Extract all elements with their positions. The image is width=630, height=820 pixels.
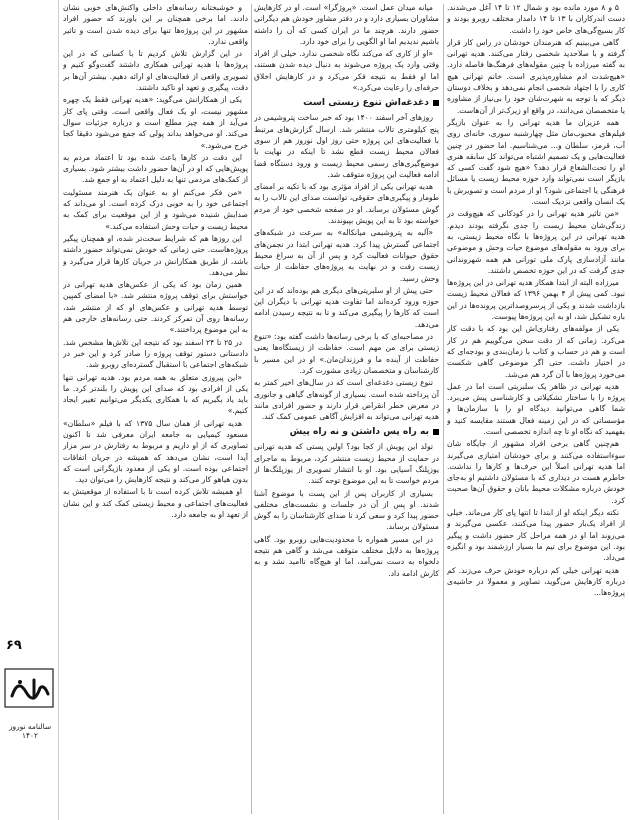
article-column-right	[447, 2, 625, 816]
article-column-middle	[254, 2, 439, 816]
page-margin-bar	[0, 0, 59, 820]
paragraph: نکته دیگر اینکه او از ابتدا تا انتها پای کار می‌ماند. خیلی از افراد یک‌بار حضور پیدا می‌کنند، عکسی می‌گیرند و می‌روند اما او در همه مراحل کار حضور داشت و پیگیر بود. این موضوع برای تیم ما بسیار ارزشمند بود و انگیزه می‌داد.	[447, 508, 625, 563]
paragraph: هدیه تهرانی خیلی کم درباره خودش حرف می‌زند. کم درباره کارهایش می‌گوید، تصاویر و معمولا در حاشیه‌ی پروژه‌ها...	[447, 565, 625, 598]
paragraph: یکی از مولفه‌های رفتاری‌اش این بود که با دقت کار می‌کرد. زمانی که از دقت سخن می‌گوییم هم در کار است و هم در حساب و کتاب با زمان‌بندی و بودجه‌ای که در اختیار داشت. حتی اگر موضوعی گاهی شکست می‌خورد پروژه‌ها با آن گرد هم می‌شد.	[447, 324, 625, 379]
paragraph: و خوشبختانه رسانه‌های داخلی واکنش‌های خوبی نشان دادند. اما برخی همچنان بر این باورند که حضور افراد مشهور در این پروژه‌ها تنها برای دیده شدن است و تاثیر واقعی ندارد.	[63, 3, 248, 46]
paragraph: روزهای آخر اسفند ۱۴۰۰ بود که خبر ساخت پتروشیمی در پنج کیلومتری تالاب منتشر شد. ارسال گزارش‌های مرتبط با فعالیت‌های این پروژه حتی روز اول نوروز هم از سوی فعالان محیط زیست قطع نشد تا اینکه در نهایت با موضع‌گیری‌های رسمی محیط زیست و ورود دستگاه قضا ادامه فعالیت این پروژه متوقف شد.	[254, 113, 439, 179]
paragraph: ۵ و ۸ مورد مانده بود و شمال ۱۲ تا ۱۴ آغل می‌شدند. دست اندرکاران با ۱۳ تا ۱۴ دامدار مختلف روبرو بودند و کار بسیج‌گی‌های خاص خود را داشت.	[447, 3, 625, 35]
paragraph: تنوع زیستی دغدغه‌ای است که در سال‌های اخیر کمتر به آن پرداخته شده است. بسیاری از گونه‌های گیاهی و جانوری در معرض خطر انقراض قرار دارند و حضور افرادی مانند هدیه تهرانی می‌تواند به افزایش آگاهی عمومی کمک کند.	[254, 378, 439, 422]
paragraph: هم‌چنین گاهی برخی افراد مشهور از جایگاه شان سوءاستفاده می‌کنند و برای خودشان امتیازی می‌گیرند اما هدیه تهرانی اصلاً این حرف‌ها و کارها را نداشت. خاطرم هست در دیداری که با مسئولان داشتیم او به‌جای خودش درباره مشکلات محیط بانان و حقوق آن‌ها صحبت کرد.	[447, 439, 625, 505]
paragraph: بسیاری از کاربران پس از این پست با موضوع آشنا شدند. او پس از آن در جلسات و نشست‌های مختلفی حضور پیدا کرد و سعی کرد تا صدای کارشناسان را به گوش مسئولان برساند.	[254, 488, 439, 532]
page-number: ۶۹	[6, 638, 22, 653]
paragraph: این دقت در کارها باعث شده بود تا اعتماد مردم به پویش‌هایی که او در آن‌ها حضور داشت بیشتر شود. بسیاری از کمک‌های مردمی تنها به دلیل اعتماد به او جمع شد.	[63, 152, 248, 185]
paragraph: هدیه تهرانی از همان سال ۱۳۷۵ که با فیلم «سلطان» مسعود کیمیایی به جامعه ایران معرفی شد تا اکنون تصاویری که از او داریم و مربوط به رفتارش در سر مزار آیدا است، نشان می‌دهد که همیشه در جریان اتفاقات اجتماعی بوده است. او یکی از معدود بازیگرانی است که بدون هیاهو کار می‌کند و نتیجه کارهایش را می‌توان دید.	[63, 418, 248, 485]
paragraph: گاهی می‌بینیم که هنرمندان خودشان در راس کار قرار گرفته و با صلاحدید شخصی رفتار می‌کنند. هدیه تهرانی به گفته میرزاده با چنین مقوله‌های فرهنگ‌ها فاصله دارد. «هیچ‌شدت ادم مشاوره‌پذیری است. خانم تهرانی هیچ کاری را با اجتهاد شخصی انجام نمی‌دهد و بخلاف دوستان دیگر که با توجه به شهرت‌شان خود را بی‌نیاز از مشاوره یا متخصصان می‌دانند، در واقع او زیرک‌تر از آن‌هاست.	[447, 37, 625, 115]
magazine-logo	[4, 668, 54, 708]
issue-label: سالنامه نوروز ۱۴۰۲	[8, 722, 52, 740]
column-divider	[443, 4, 444, 814]
article-column-left	[63, 2, 248, 816]
column-divider	[251, 4, 252, 814]
paragraph: همین زمان بود که یکی از عکس‌های هدیه تهرانی در خواستش برای توقف پروژه منتشر شد. «با امضای کمپین توسط هدیه تهرانی و عکس‌های او که از منتشر شد، رسانه‌ها روی آن تمرکز کردند. حتی رسانه‌های خارجی هم به این موضوع پرداختند.»	[63, 280, 248, 335]
paragraph: «من تاثیر هدیه تهرانی را در کودکانی که هیچ‌وقت در زندگی‌شان محیط زیست را جدی نگرفته بودند دیدم. هدیه تهرانی در این پروژه‌ها با نگاه محیط زیستی، به برای ورود به مقوله‌های موضوع حیات وحش و موضوعی مانند آزادسازی پارک ملی تورانی هم همه شهروندانی جدی گرفت که در این حوزه تخصص داشتند.	[447, 209, 625, 275]
paragraph: هدیه تهرانی در ظاهر یک سلبریتی است اما در عمل پروژه را با ساختار تشکیلاتی و کارشناسی پیش می‌برد. شما گاهی می‌توانید دیدگاه او را با سازمان‌ها و مؤسساتی که در این زمینه فعال هستند مقایسه کنید و بفهمید که نگاه او تا چه اندازه تخصصی است.	[447, 381, 625, 436]
paragraph: «آلبه به پتروشیمی میانکاله» به سرعت در شبکه‌های اجتماعی گسترش پیدا کرد. هدیه تهرانی ابتدا در نجمن‌های حقوق حیوانات فعالیت کرد و پس از آن به سراغ محیط زیست رفت و در نهایت به پروژه‌های حفاظت از حیات وحش رسید.	[254, 228, 439, 283]
section-heading: دغدغه‌اش تنوع زیستی است	[254, 97, 439, 109]
paragraph: در این گزارش تلاش کردیم تا با کسانی که در این پروژه‌ها با هدیه تهرانی همکاری داشتند گفت‌وگو کنیم و تصویری واقعی از فعالیت‌های او ارائه دهیم. بیشتر آن‌ها بر دقت، پیگیری و تعهد او تاکید داشتند.	[63, 49, 248, 93]
section-heading: به راه پس داشتن و نه راه پیش	[254, 426, 439, 438]
paragraph: «من فکر می‌کنم او به عنوان یک هنرمند مسئولیت اجتماعی خود را به خوبی درک کرده است. او می‌داند که صدایش شنیده می‌شود و از این موقعیت برای کمک به محیط زیست و حیات وحش استفاده می‌کند.»	[63, 187, 248, 231]
paragraph: تولد این پویش از کجا بود؟ اولین پستی که هدیه تهرانی در حمایت از محیط زیست منتشر کرد، مربوط به ماجرای یوزپلنگ آسیایی بود. او با انتشار تصویری از یوزپلنگ‌ها از مردم خواست تا به این موضوع توجه کنند.	[254, 442, 439, 486]
paragraph: میرزاده البته از ابتدا همکار هدیه تهرانی در این پروژه‌ها نبود. کمی پیش از ۴ بهمن ۱۳۹۶ که فعالان محیط زیست بازداشت شدند و یکی از پرسروصداترین پرونده‌ها در این باره تشکیل شد، او به این پروژه‌ها پیوست.	[447, 278, 625, 322]
paragraph: یکی از همکارانش می‌گوید: «هدیه تهرانی فقط یک چهره مشهور نیست، او یک فعال واقعی است. وقتی پای کار می‌آید از همه چیز مطلع است و درباره جزئیات سوال می‌کند. او می‌خواهد بداند پولی که جمع می‌شود دقیقا کجا خرج می‌شود.»	[63, 95, 248, 150]
paragraph: در ۲۵ تا ۲۴ اسفند بود که نتیجه این تلاش‌ها مشخص شد. دادستانی دستور توقف پروژه را صادر کرد و این خبر در شبکه‌های اجتماعی با استقبال گسترده‌ای روبرو شد.	[63, 337, 248, 370]
paragraph: در این مسیر همواره با محدودیت‌هایی روبرو بود. گاهی پروژه‌ها به دلایل مختلف متوقف می‌شد و گاهی هم نتیجه دلخواه به دست نمی‌آمد، اما او هیچ‌گاه ناامید نشد و به کارش ادامه داد.	[254, 534, 439, 578]
paragraph: همه عزیزان ما هدیه تهرانی را به عنوان بازیگر فیلم‌های محبوب‌مان مثل چهارشنبه سوری، خانه‌ای روی آب، قرمز، سلطان و... می‌شناسیم. اما حضور در چنین فعالیت‌هایی و یک تصمیم اشتباه می‌تواند کل سابقه هنری او را تحت‌الشعاع قرار دهد؟ «هیچ شود گفت کسی که بازیگر است نمی‌تواند وارد حوزه محیط زیست یا مسائل فرهنگی یا اجتماعی شود؟ او از مردم است و تصویرش با یک انسان واقعی نزدیک است.	[447, 117, 625, 207]
paragraph: او همیشه تلاش کرده است تا با استفاده از موقعیتش به فعالیت‌های اجتماعی و محیط زیستی کمک کند و این نشان از تعهد او به جامعه دارد.	[63, 487, 248, 520]
paragraph: حتی پیش از او سلبریتی‌های دیگری هم بوده‌اند که در این حوزه ورود کرده‌اند اما تفاوت هدیه تهرانی با دیگران این است که کارها را پیگیری می‌کند و تا به نتیجه رسیدن ادامه می‌دهد.	[254, 285, 439, 329]
paragraph: در مصاحبه‌ای که با برخی رسانه‌ها داشت گفته بود: «تنوع زیستی برای من مهم است. حفاظت از زیستگاه‌ها یعنی حفاظت از آینده ما و فرزندان‌مان.» او در این مسیر با کارشناسان و متخصصان زیادی مشورت کرد.	[254, 332, 439, 375]
paragraph: «این پیروزی متعلق به همه مردم بود. هدیه تهرانی تنها یکی از افرادی بود که صدای این پویش را بلندتر کرد. ما باید یاد بگیریم که با همکاری یکدیگر می‌توانیم تغییر ایجاد کنیم.»	[63, 372, 248, 416]
paragraph: این روزها هم که شرایط سخت‌تر شده، او همچنان پیگیر پروژه‌هاست. حتی زمانی که خودش نمی‌تواند حضور داشته باشد، از طریق همکارانش در جریان کارها قرار می‌گیرد و نظر می‌دهد.	[63, 233, 248, 277]
paragraph: «او از کاری که می‌کند نگاه شخصی ندارد. خیلی از افراد وقتی وارد یک پروژه می‌شوند به دنبال دیده شدن هستند، اما او فقط به نتیجه فکر می‌کرد و در کارهایش اخلاق حرفه‌ای را رعایت می‌کرد.»	[254, 49, 439, 93]
paragraph: میانه میدان عمل است. «پروژگرا» است. او در کارهایش مشاوران بسیاری دارد و در دفتر مشاور خودش هم دیگرانی حضور دارند. هرچند ما در ایران کسی که آن را داشته باشیم ندیدیم اما او الگویی را برای خود دارد.	[254, 3, 439, 46]
paragraph: هدیه تهرانی یکی از افراد مؤثری بود که با تکیه بر امضای طومار و پیگیری‌های حقوقی، توانست صدای این تالاب را به گوش مسئولان برساند. او در صفحه شخصی خود از مردم خواسته بود تا به این پویش بپیوندند.	[254, 182, 439, 226]
